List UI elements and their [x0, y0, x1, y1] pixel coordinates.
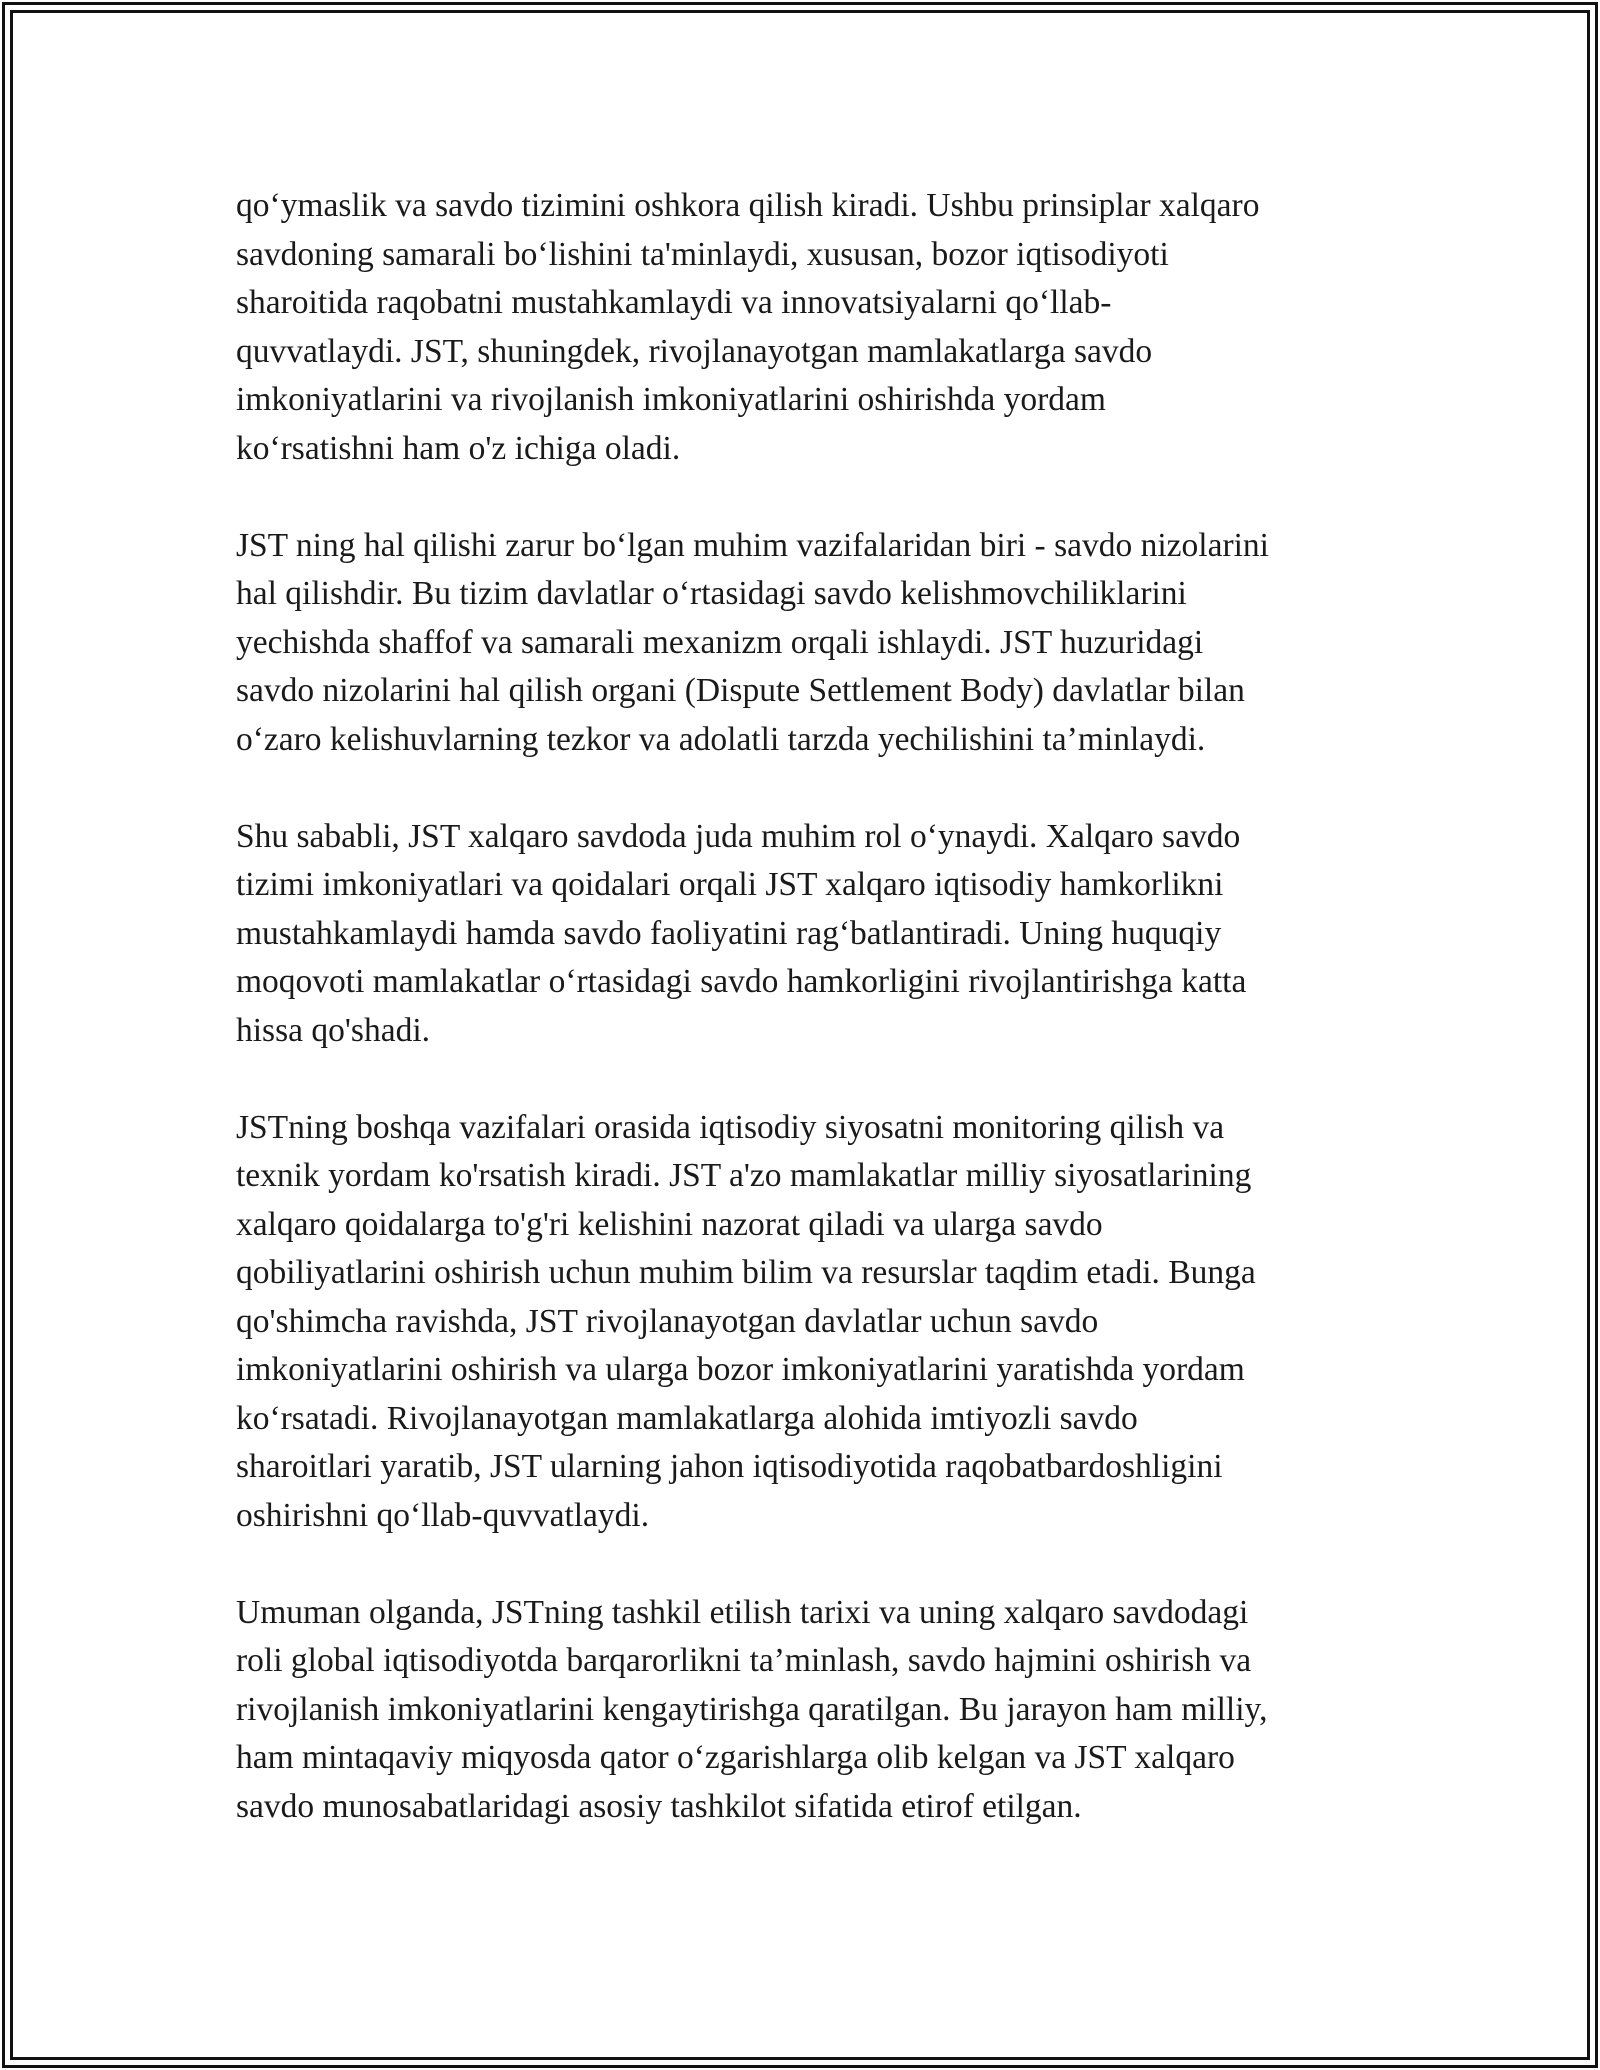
- paragraph-4: [236, 1104, 1386, 1541]
- text-line: quvvatlaydi. JST, shuningdek, rivojlanayotgan mamlakatlarga savdo: [236, 332, 1153, 370]
- paragraph-1: [236, 182, 1386, 473]
- text-line: oshirishni qo‘llab-quvvatlaydi.: [236, 1496, 650, 1534]
- text-line: rivojlanish imkoniyatlarini kengaytirishga qaratilgan. Bu jarayon ham milliy,: [236, 1690, 1268, 1728]
- text-line: texnik yordam ko'rsatish kiradi. JST a'zo mamlakatlar milliy siyosatlarining: [236, 1157, 1252, 1194]
- text-line: qo‘ymaslik va savdo tizimini oshkora qilish kiradi. Ushbu prinsiplar xalqaro: [236, 187, 1260, 224]
- text-line: qo'shimcha ravishda, JST rivojlanayotgan davlatlar uchun savdo: [236, 1302, 1099, 1340]
- paragraph-3: [236, 813, 1386, 1056]
- text-line: hissa qo'shadi.: [236, 1011, 430, 1049]
- paragraph-5: [236, 1589, 1386, 1832]
- text-line: ko‘rsatadi. Rivojlanayotgan mamlakatlarga alohida imtiyozli savdo: [236, 1399, 1138, 1437]
- text-line: roli global iqtisodiyotda barqarorlikni ta’minlash, savdo hajmini oshirish va: [236, 1642, 1252, 1679]
- text-line: hal qilishdir. Bu tizim davlatlar o‘rtasidagi savdo kelishmovchiliklarini: [236, 575, 1187, 612]
- text-line: savdo munosabatlaridagi asosiy tashkilot sifatida etirof etilgan.: [236, 1787, 1082, 1825]
- text-line: savdoning samarali bo‘lishini ta'minlaydi, xususan, bozor iqtisodiyoti: [236, 235, 1169, 273]
- text-line: moqovoti mamlakatlar o‘rtasidagi savdo hamkorligini rivojlantirishga katta: [236, 963, 1247, 1000]
- text-line: ko‘rsatishni ham o'z ichiga oladi.: [236, 429, 681, 467]
- text-line: imkoniyatlarini oshirish va ularga bozor imkoniyatlarini yaratishda yordam: [236, 1351, 1245, 1388]
- text-line: qobiliyatlarini oshirish uchun muhim bilim va resurslar taqdim etadi. Bunga: [236, 1254, 1256, 1291]
- paragraph-2: [236, 522, 1386, 765]
- text-line: sharoitida raqobatni mustahkamlaydi va innovatsiyalarni qo‘llab-: [236, 284, 1112, 321]
- text-line: xalqaro qoidalarga to'g'ri kelishini nazorat qiladi va ularga savdo: [236, 1205, 1103, 1243]
- text-line: mustahkamlaydi hamda savdo faoliyatini rag‘batlantiradi. Uning huquqiy: [236, 914, 1222, 952]
- text-line: imkoniyatlarini va rivojlanish imkoniyatlarini oshirishda yordam: [236, 381, 1106, 418]
- text-line: sharoitlari yaratib, JST ularning jahon iqtisodiyotida raqobatbardoshligini: [236, 1448, 1223, 1485]
- text-line: Umuman olganda, JSTning tashkil etilish tarixi va uning xalqaro savdodagi: [236, 1593, 1249, 1631]
- text-line: ham mintaqaviy miqyosda qator o‘zgarishlarga olib kelgan va JST xalqaro: [236, 1739, 1235, 1776]
- text-line: tizimi imkoniyatlari va qoidalari orqali JST xalqaro iqtisodiy hamkorlikni: [236, 866, 1224, 903]
- text-line: Shu sababli, JST xalqaro savdoda juda muhim rol o‘ynaydi. Xalqaro savdo: [236, 817, 1241, 855]
- text-line: o‘zaro kelishuvlarning tezkor va adolatli tarzda yechilishini ta’minlaydi.: [236, 720, 1206, 758]
- text-line: JSTning boshqa vazifalari orasida iqtisodiy siyosatni monitoring qilish va: [236, 1108, 1225, 1146]
- document-body: [236, 182, 1386, 1880]
- text-line: savdo nizolarini hal qilish organi (Dispute Settlement Body) davlatlar bilan: [236, 672, 1245, 709]
- text-line: JST ning hal qilishi zarur bo‘lgan muhim vazifalaridan biri - savdo nizolarini: [236, 526, 1269, 564]
- text-line: yechishda shaffof va samarali mexanizm orqali ishlaydi. JST huzuridagi: [236, 623, 1204, 661]
